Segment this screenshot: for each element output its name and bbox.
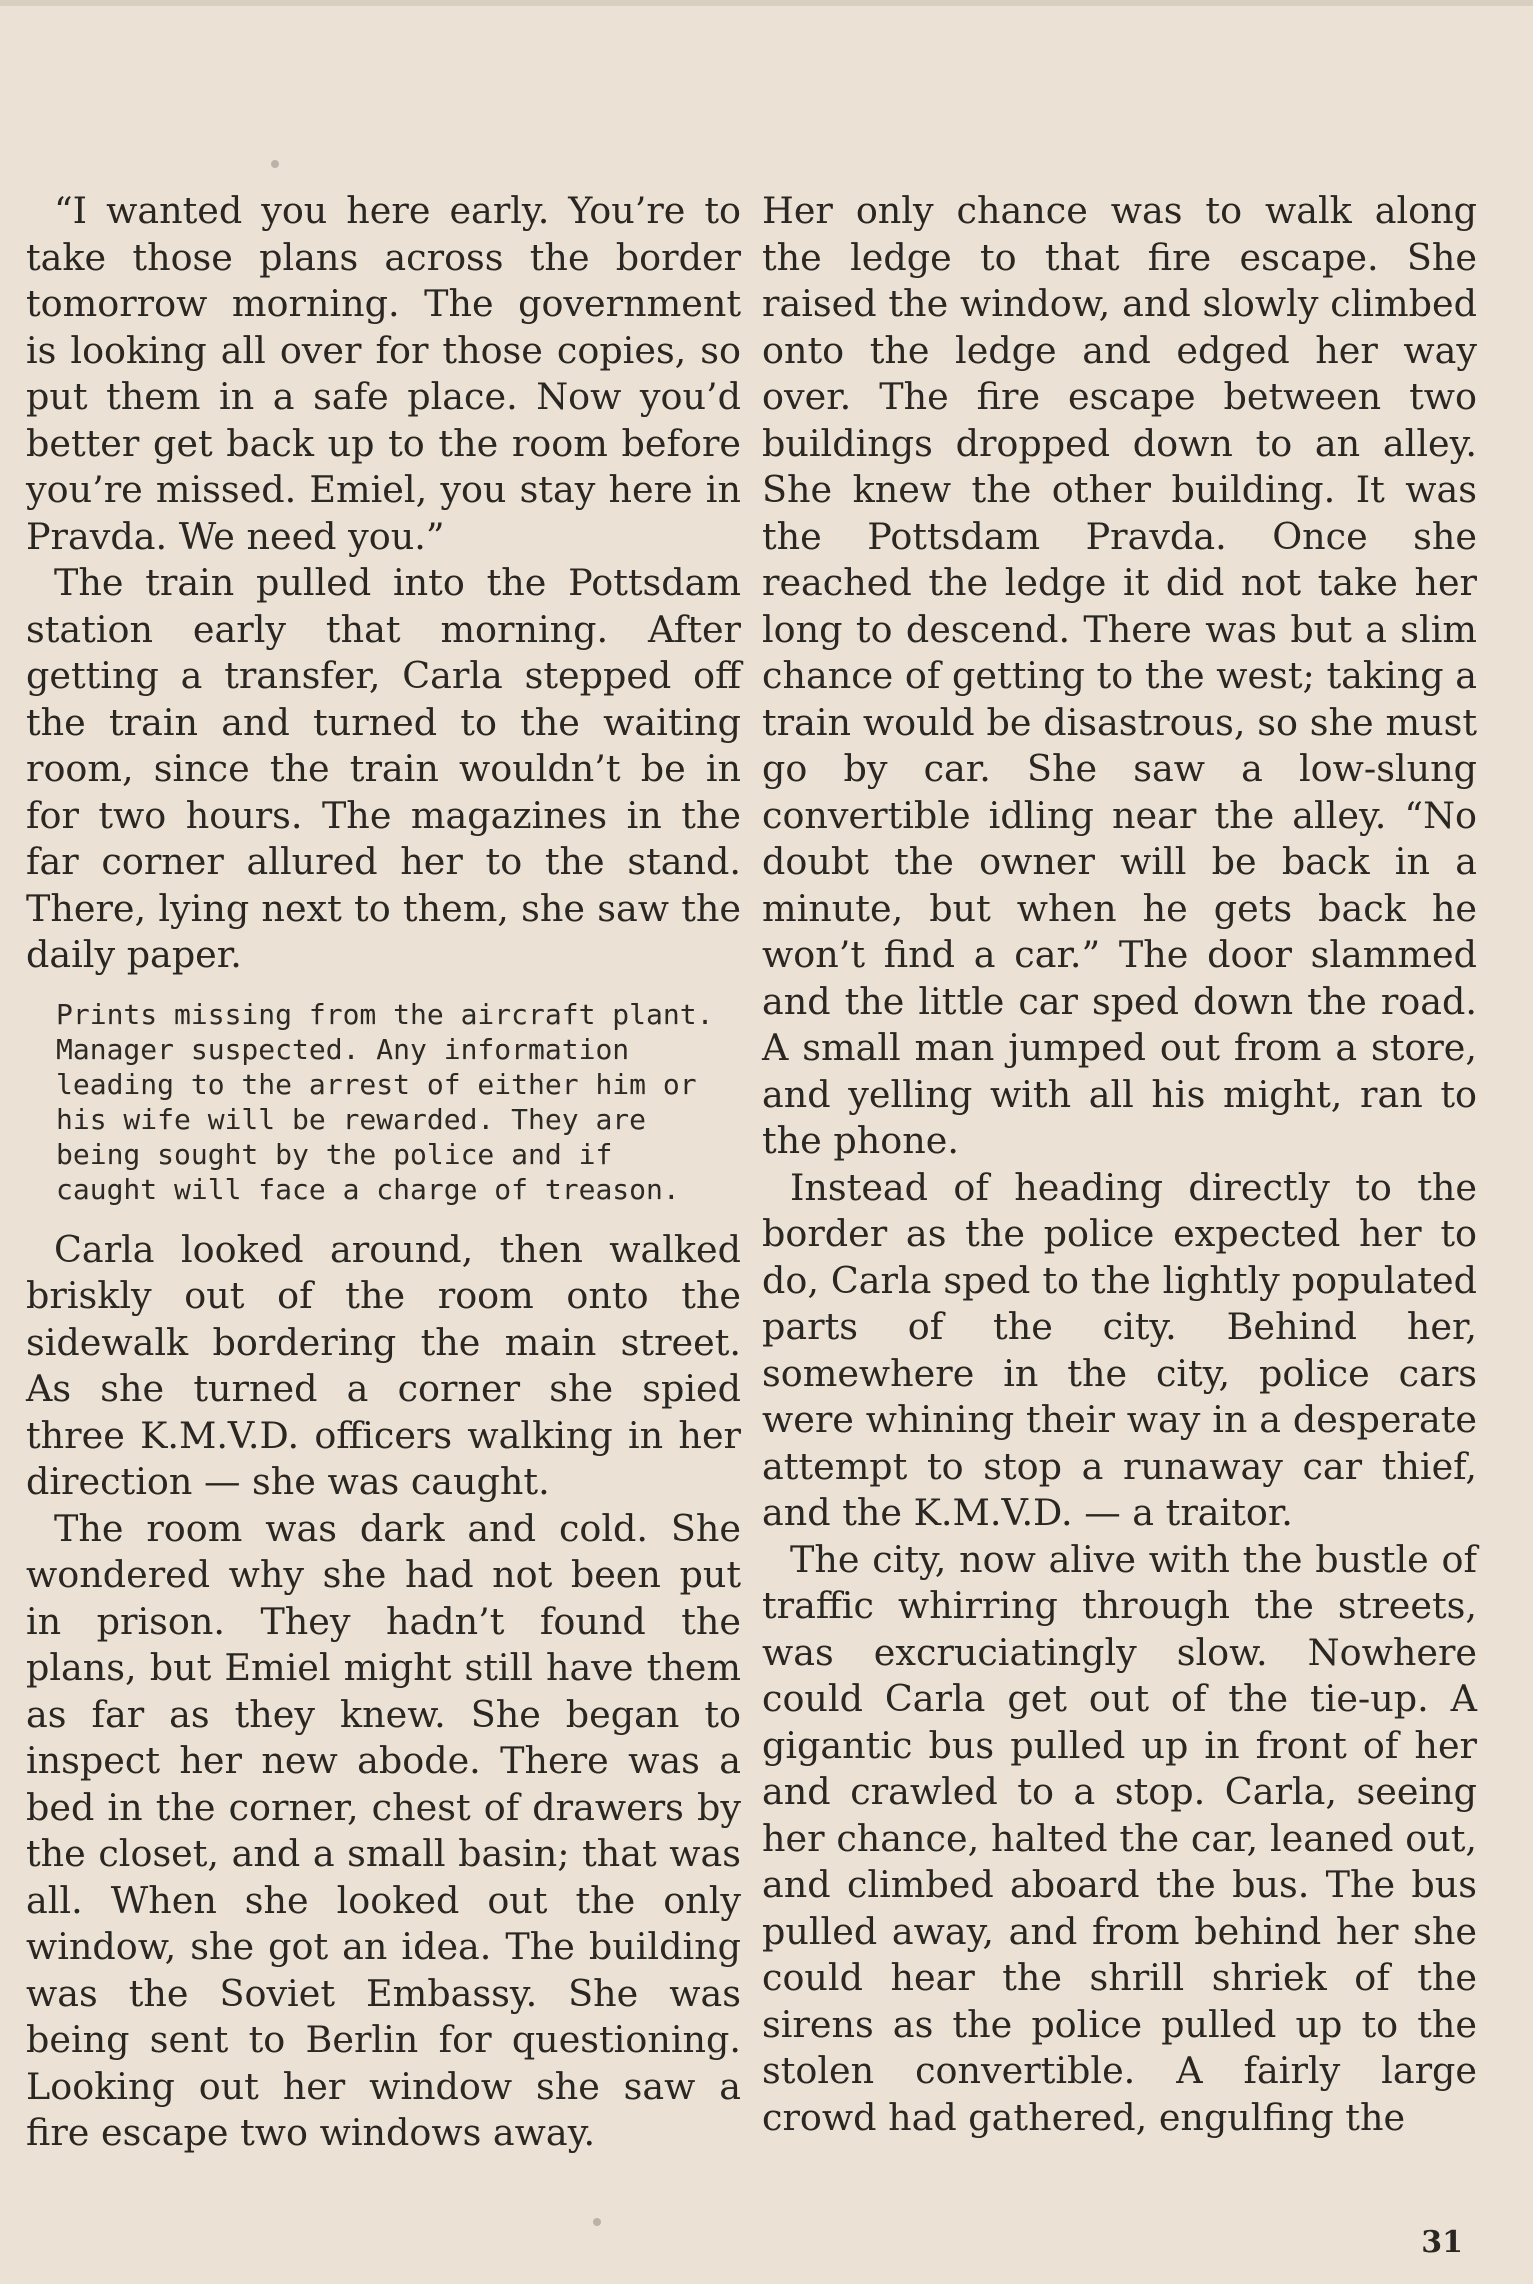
print-speck-top xyxy=(271,160,279,168)
paragraph: Instead of heading directly to the border as the police expected her to do, Carla sped to the lightly populated parts of the city. Behind her, somewhere in the city, police cars were whining their way in a desperate attempt to stop a runaway car thief, and the K.M.V.D. — a traitor. xyxy=(762,1165,1477,1534)
left-column xyxy=(26,188,741,2157)
paragraph: The train pulled into the Pottsdam station early that morning. After getting a transfer, Carla stepped off the train and turned to the waiting room, since the train wouldn’t be in for two hours. The magazines in the far corner allured her to the stand. There, lying next to them, she saw the daily paper. xyxy=(26,561,741,976)
paragraph: The city, now alive with the bustle of traffic whirring through the streets, was excruciatingly slow. Nowhere could Carla get out of the tie-up. A gigantic bus pulled up in front of her and crawled to a stop. Carla, seeing her chance, halted the car, leaned out, and climbed aboard the bus. The bus pulled away, and from behind her she could hear the shrill shriek of the sirens as the police pulled up to the stolen convertible. A fairly large crowd had gathered, engulfing the xyxy=(762,1537,1477,2139)
print-speck-bottom xyxy=(593,2218,601,2226)
paragraph: The room was dark and cold. She wondered why she had not been put in prison. They hadn’t found the plans, but Emiel might still have them as far as they knew. She began to inspect her new abode. There was a bed in the corner, chest of drawers by the closet, and a small basin; that was all. When she looked out the only window, she got an idea. The building was the Soviet Embassy. She was being sent to Berlin for questioning. Looking out her window she saw a fire escape two windows away. xyxy=(26,1506,741,2154)
paragraph: Her only chance was to walk along the ledge to that fire escape. She raised the window, and slowly climbed onto the ledge and edged her way over. The fire escape between two buildings dropped down to an alley. She knew the other building. It was the Pottsdam Pravda. Once she reached the ledge it did not take her long to descend. There was but a slim chance of getting to the west; taking a train would be disastrous, so she must go by car. She saw a low-slung convertible idling near the alley. “No doubt the owner will be back in a minute, but when he gets back he won’t find a car.” The door slammed and the little car sped down the road. A small man jumped out from a store, and yelling with all his might, ran to the phone. xyxy=(762,189,1477,1162)
page-top-edge xyxy=(0,0,1533,6)
paragraph: Carla looked around, then walked briskly out of the room onto the sidewalk bordering the main street. As she turned a corner she spied three K.M.V.D. officers walking in her direction — she was caught. xyxy=(26,1227,741,1503)
newspaper-clipping: Prints missing from the aircraft plant. Manager suspected. Any information leading to the arrest of either him or his wife will be rewarded. They are being sought by the police and if caught will face a charge of treason. xyxy=(56,997,714,1206)
right-column xyxy=(762,188,1477,2141)
paragraph: “I wanted you here early. You’re to take those plans across the border tomorrow morning. The government is looking all over for those copies, so put them in a safe place. Now you’d better get back up to the room before you’re missed. Emiel, you stay here in Pravda. We need you.” xyxy=(26,189,741,558)
page-number: 31 xyxy=(1421,2225,1463,2260)
